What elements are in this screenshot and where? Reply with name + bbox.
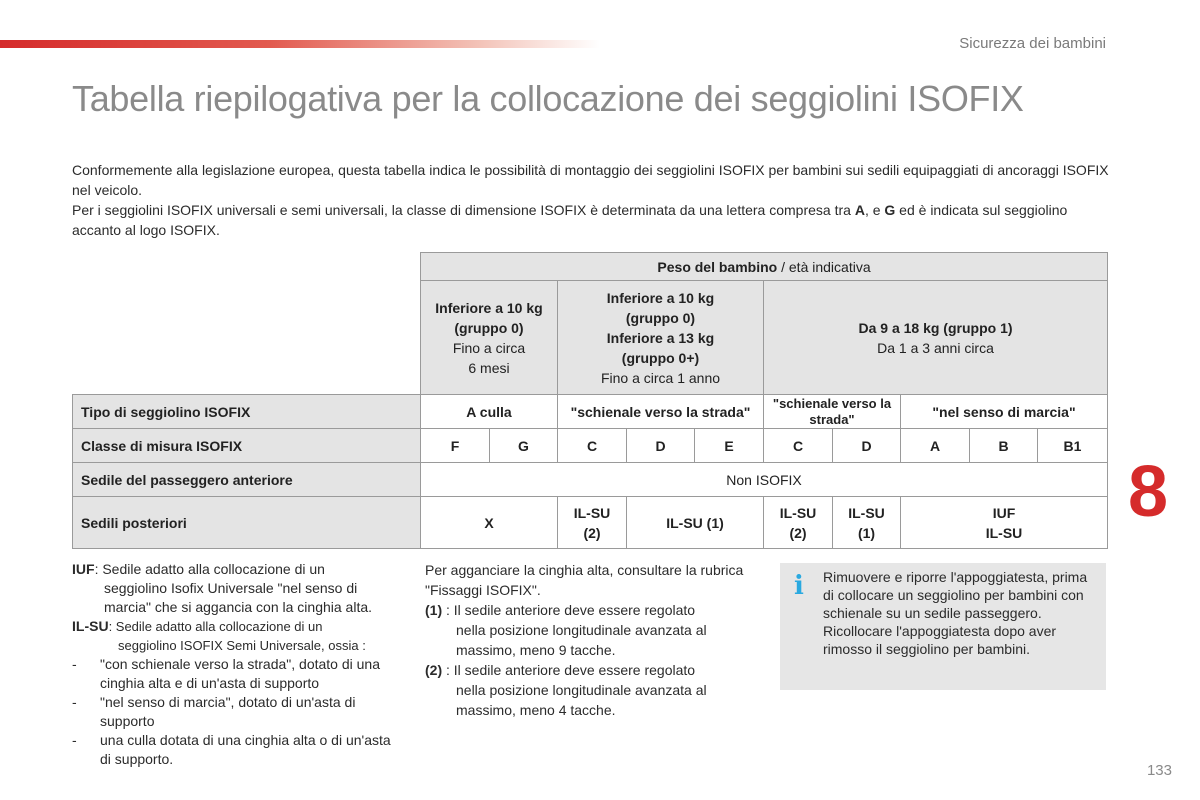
- rear-seat-cell: IL-SU (2): [764, 497, 833, 549]
- size-class-cell: C: [558, 429, 627, 463]
- weight-group-line: (gruppo 0): [625, 309, 696, 326]
- info-box: [780, 563, 1106, 690]
- rear-seat-cell: IL-SU (1): [627, 497, 764, 549]
- weight-group-line: Fino a circa: [452, 339, 526, 356]
- weight-group-line: Fino a circa 1 anno: [600, 369, 721, 386]
- header-accent-bar: [0, 40, 600, 48]
- note-1-cont: nella posizione longitudinale avanzata al massimo, meno 9 tacche.: [456, 622, 707, 658]
- section-name: Sicurezza dei bambini: [959, 35, 1106, 52]
- weight-group-line: Inferiore a 10 kg: [606, 289, 715, 306]
- front-seat-value: Non ISOFIX: [421, 463, 1108, 497]
- seat-type-cell: "schienale verso la strada": [764, 395, 901, 429]
- list-item: - "con schienale verso la strada", dotato di una cinghia alta e di un'asta di supporto: [72, 656, 380, 691]
- seat-type-cell: A culla: [421, 395, 558, 429]
- weight-group-line: (gruppo 0): [454, 319, 524, 336]
- legend-iuf: IUF: Sedile adatto alla collocazione di un: [72, 561, 325, 577]
- rear-seat-cell: IUF IL-SU: [901, 497, 1108, 549]
- weight-group-cell: [558, 281, 764, 395]
- row-label-front-seat: Sedile del passeggero anteriore: [73, 463, 421, 497]
- weight-group-cell: [764, 281, 1108, 395]
- list-item: - una culla dotata di una cinghia alta o di un'asta di supporto.: [72, 732, 391, 767]
- intro-text: [72, 160, 1112, 240]
- legend-ilsu-cont: seggiolino ISOFIX Semi Universale, ossia :: [118, 638, 366, 653]
- top-tether-note: Per agganciare la cinghia alta, consultare la rubrica "Fissaggi ISOFIX".: [425, 562, 744, 598]
- note-2-cont: nella posizione longitudinale avanzata al massimo, meno 4 tacche.: [456, 682, 707, 718]
- page-title: Tabella riepilogativa per la collocazione dei seggiolini ISOFIX: [72, 78, 1024, 119]
- note-2: (2) : Il sedile anteriore deve essere regolato: [425, 662, 696, 678]
- weight-group-line: Da 1 a 3 anni circa: [877, 339, 994, 356]
- seat-type-cell: "nel senso di marcia": [901, 395, 1108, 429]
- size-class-cell: D: [833, 429, 901, 463]
- info-text: Rimuovere e riporre l'appoggiatesta, prima di collocare un seggiolino per bambini con schienale su un sedile passeggero. Ricollocare l'appoggiatesta dopo aver rimosso il seggiolino per bambini.: [823, 569, 1088, 657]
- weight-group-cell: [421, 281, 558, 395]
- legend-ilsu: IL-SU: Sedile adatto alla collocazione di un: [72, 618, 323, 634]
- size-class-cell: B1: [1038, 429, 1108, 463]
- size-class-cell: E: [695, 429, 764, 463]
- rear-seat-cell: IL-SU (1): [833, 497, 901, 549]
- size-class-cell: B: [970, 429, 1038, 463]
- seat-type-cell: "schienale verso la strada": [558, 395, 764, 429]
- weight-header: Peso del bambino / età indicativa: [421, 253, 1108, 281]
- weight-group-line: (gruppo 0+): [621, 349, 700, 366]
- list-item: - "nel senso di marcia", dotato di un'asta di supporto: [72, 694, 356, 729]
- adjustment-notes: [425, 560, 755, 720]
- info-icon: i: [794, 571, 804, 601]
- intro-paragraph-1: Conformemente alla legislazione europea, questa tabella indica le possibilità di montaggio dei seggiolini ISOFIX per bambini sui sedili equipaggiati di ancoraggi ISOFIX nel veicolo.: [72, 162, 1109, 198]
- row-label-rear-seats: Sedili posteriori: [73, 497, 421, 549]
- weight-group-line: Da 9 a 18 kg (gruppo 1): [858, 319, 1013, 336]
- chapter-number: 8: [1128, 452, 1169, 532]
- row-label-size-class: Classe di misura ISOFIX: [73, 429, 421, 463]
- size-class-cell: A: [901, 429, 970, 463]
- size-class-cell: C: [764, 429, 833, 463]
- row-label-seat-type: Tipo di seggiolino ISOFIX: [73, 395, 421, 429]
- legend-iuf-cont: seggiolino Isofix Universale "nel senso di marcia" che si aggancia con la cinghia alta.: [104, 580, 373, 615]
- size-class-cell: D: [627, 429, 695, 463]
- page-number: 133: [1146, 762, 1172, 779]
- rear-seat-cell: IL-SU (2): [558, 497, 627, 549]
- legend-footnotes: [72, 560, 402, 769]
- note-1: (1) : Il sedile anteriore deve essere regolato: [425, 602, 696, 618]
- weight-group-line: Inferiore a 13 kg: [606, 329, 715, 346]
- isofix-table: [72, 252, 1108, 549]
- size-class-cell: G: [490, 429, 558, 463]
- size-class-cell: F: [421, 429, 490, 463]
- rear-seat-cell: X: [421, 497, 558, 549]
- weight-group-line: 6 mesi: [468, 359, 510, 376]
- intro-paragraph-2: Per i seggiolini ISOFIX universali e semi universali, la classe di dimensione ISOFIX è determinata da una lettera compresa tra A, e G ed è indicata sul seggiolino accanto al logo ISOFIX.: [72, 202, 1068, 238]
- weight-group-line: Inferiore a 10 kg: [435, 299, 543, 316]
